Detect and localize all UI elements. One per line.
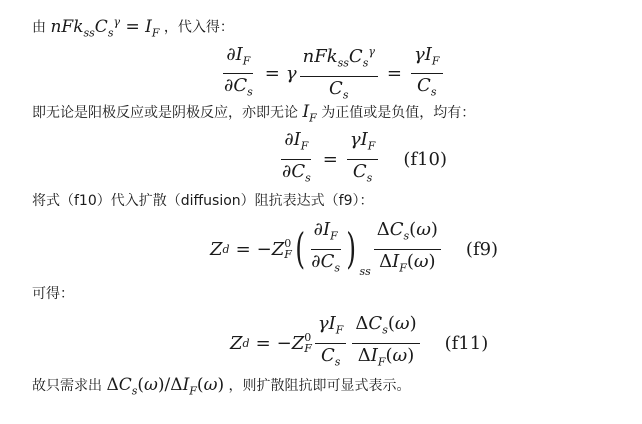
line5-prefix: 故只需求出: [32, 378, 102, 394]
text-line-1: [32, 12, 234, 43]
tag-f10: (f10): [403, 148, 447, 170]
text-line-4: [32, 284, 74, 304]
line1-prefix: 由: [32, 19, 46, 36]
text-line-5: [32, 375, 411, 401]
line2-text: 即无论是阳极反应或是阴极反应，亦即无论: [32, 105, 298, 121]
line4-text: 可得：: [32, 286, 74, 302]
fraction-gammaIF: $\frac{\gamma I_F}{C_s}$: [411, 43, 443, 105]
line3-text: 将式（f10）代入扩散（diffusion）阻抗表达式（f9）：: [32, 193, 374, 209]
fraction-nFk: $\frac{nFk_{ss}C_s^\gamma}{C_s}$: [300, 40, 378, 107]
text-line-3: [32, 191, 374, 211]
line2-suffix: 为正值或是负值，均有：: [321, 105, 476, 121]
line5-suffix: ，则扩散阻抗即可显式表示。: [228, 378, 411, 394]
inline-ratio: $\Delta C_s(\omega)/\Delta I_F(\omega)$: [106, 375, 225, 398]
text-line-2: [32, 102, 475, 128]
fraction-dIF-dCs: $\frac{\partial I_F}{\partial C_s}$: [224, 43, 253, 99]
equation-derivative: $\frac{\partial I_F}{\partial C_s}$ = γ $\frac{nFk_{ss}C_s^\gamma}{C_s}$ = $\frac{\gamma I_F}{C_s}$: [218, 40, 446, 107]
inline-equation-1: $nFk_{ss}C_s^\gamma = I_F$: [50, 15, 160, 40]
tag-f9: (f9): [465, 238, 499, 260]
equation-f11: Z d = − Z 0 F $\frac{\gamma I_F}{C_s}$ $\frac{\Delta C_s(\omega)}{\Delta I_F(\omega)}$ (f11): [230, 313, 489, 369]
equation-f9: Z d = − Z 0 F ( $\frac{\partial I_F}{\partial C_s}$ ) ss $\frac{\Delta C_s(\omega)}{\Delta I_F(\omega)}$ (f9): [210, 219, 499, 279]
equation-f10: $\frac{\partial I_F}{\partial C_s}$ = $\frac{\gamma I_F}{C_s}$ (f10): [282, 129, 447, 185]
tag-f11: (f11): [444, 332, 489, 354]
inline-IF: $I_F$: [302, 102, 317, 125]
line1-suffix: ，代入得：: [163, 19, 234, 36]
